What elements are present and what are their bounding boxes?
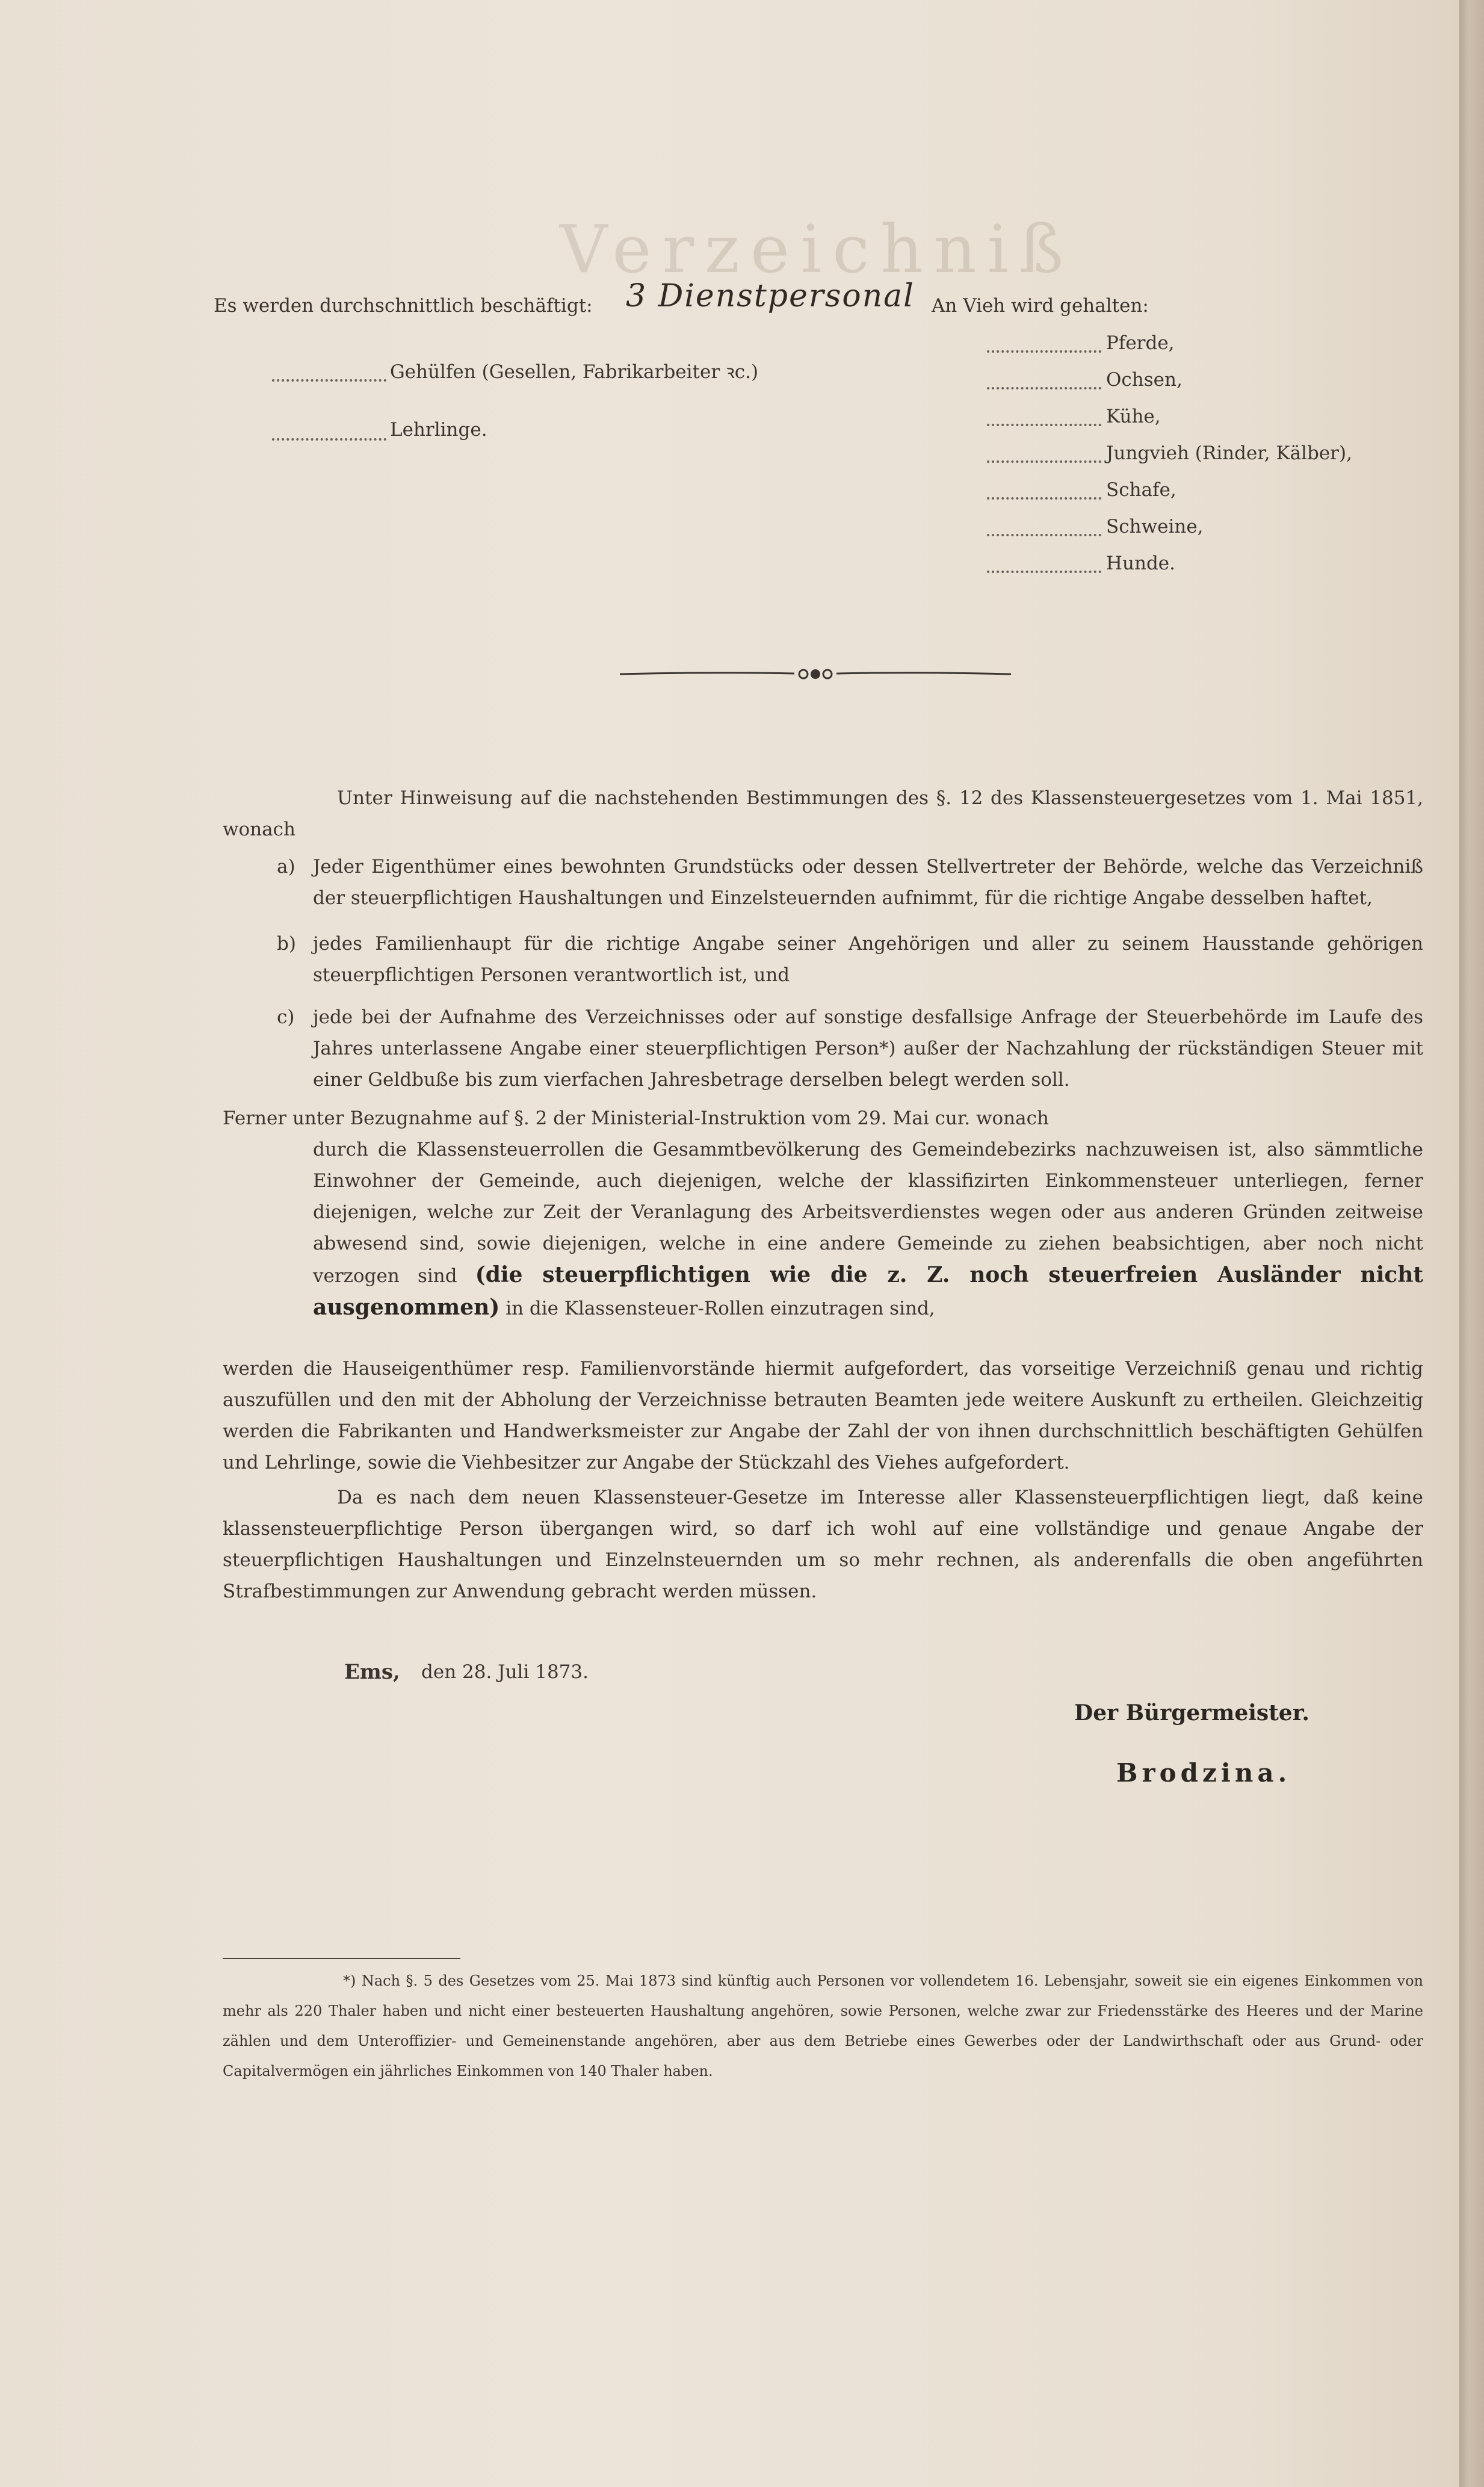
ferner-block-end: in die Klassensteuer-Rollen einzutragen sind,	[505, 1298, 935, 1319]
ferner-block-text: durch die Klassensteuerrollen die Gesammtbevölkerung des Gemeindebezirks nachzuweisen ist, also sämmtliche Einwohner der Gemeinde, auch diejenigen, welche der klassifizirten Einkommensteuer unterliegen, ferner diejenigen, welche zur Zeit der Veranlagung des Arbeitsverdienstes wegen oder aus anderen Gründen zeitweise abwesend sind, sowie diejenigen, welche in eine andere Gemeinde zu ziehen beabsichtigen, aber noch nicht verzogen sind	[313, 1139, 1423, 1287]
signature-title: Der Bürgermeister.	[1074, 1700, 1309, 1726]
livestock-intro: An Vieh wird gehalten:	[932, 295, 1149, 317]
ferner-block-bold: (die steuerpflichtigen wie die z. Z. noch steuerfreien Ausländer nicht ausgenommen)	[313, 1262, 1423, 1320]
livestock-dotted-line	[987, 534, 1101, 536]
helpers-label: Gehülfen (Gesellen, Fabrikarbeiter ꝛc.)	[390, 361, 759, 383]
livestock-item: Ochsen,	[1106, 369, 1183, 391]
item-b-label: b)	[277, 933, 296, 955]
livestock-item: Jungvieh (Rinder, Kälber),	[1106, 442, 1352, 464]
ferner-block	[313, 1134, 1423, 1324]
livestock-item: Kühe,	[1106, 406, 1161, 427]
helpers-dotted-line	[272, 379, 386, 382]
footnote-rule	[223, 1958, 460, 1959]
livestock-dotted-line	[987, 497, 1101, 500]
ornament-divider	[620, 662, 1011, 686]
livestock-item: Schafe,	[1106, 479, 1176, 501]
livestock-item: Pferde,	[1106, 332, 1175, 354]
item-c-label: c)	[277, 1006, 295, 1028]
intro-paragraph: Unter Hinweisung auf die nachstehenden Bestimmungen des §. 12 des Klassensteuergesetzes vom 1. Mai 1851, wonach	[223, 787, 1423, 840]
ferner-paragraph: Ferner unter Bezugnahme auf §. 2 der Ministerial-Instruktion vom 29. Mai cur. wonach	[223, 1107, 1049, 1129]
livestock-item: Schweine,	[1106, 516, 1204, 537]
bleed-through-heading: Verzeichniß	[560, 211, 1075, 288]
livestock-dotted-line	[987, 387, 1101, 389]
livestock-item: Hunde.	[1106, 553, 1176, 574]
livestock-dotted-line	[987, 571, 1101, 573]
da-paragraph: Da es nach dem neuen Klassensteuer-Gesetze im Interesse aller Klassensteuerpflichtigen liegt, daß keine klassensteuerpflichtige Person übergangen wird, so darf ich wohl auf eine vollständige und genaue Angabe der steuerpflichtigen Haushaltungen und Einzelnsteuernden um so mehr rechnen, als anderenfalls die oben angeführten Strafbestimmungen zur Anwendung gebracht werden müssen.	[223, 1487, 1423, 1602]
date: den 28. Juli 1873.	[421, 1661, 589, 1683]
livestock-dotted-line	[987, 350, 1101, 353]
footnote-text: *) Nach §. 5 des Gesetzes vom 25. Mai 1873 sind künftig auch Personen vor vollendetem 16. Lebensjahr, soweit sie ein eigenes Einkommen von mehr als 220 Thaler haben und nicht einer besteuerten Haushaltung angehören, sowie Personen, welche zwar zur Friedensstärke des Heeres und der Marine zählen und dem Unteroffizier- und Gemeinenstande angehören, aber aus dem Betriebe eines Gewerbes oder der Landwirthschaft oder aus Grund- oder Capitalvermögen ein jährliches Einkommen von 140 Thaler haben.	[223, 1972, 1423, 2080]
signature-name: Brodzina.	[1116, 1758, 1291, 1788]
item-c-text: jede bei der Aufnahme des Verzeichnisses oder auf sonstige desfallsige Anfrage der Steuerbehörde im Laufe des Jahres unterlassene Angabe einer steuerpflichtigen Person*) außer der Nachzahlung der rückständigen Steuer mit einer Geldbuße bis zum vierfachen Jahresbetrage derselben belegt werden soll.	[313, 1006, 1423, 1091]
place: Ems,	[344, 1660, 400, 1684]
livestock-dotted-line	[987, 460, 1101, 463]
handwritten-staff-count: 3 Dienstpersonal	[626, 278, 915, 314]
apprentices-label: Lehrlinge.	[390, 419, 487, 441]
item-a-label: a)	[277, 856, 295, 878]
item-b-text: jedes Familienhaupt für die richtige Angabe seiner Angehörigen und aller zu seinem Hausstande gehörigen steuerpflichtigen Personen verantwortlich ist, und	[313, 933, 1423, 986]
werden-paragraph: werden die Hauseigenthümer resp. Familienvorstände hiermit aufgefordert, das vorseitige Verzeichniß genau und richtig auszufüllen und den mit der Abholung der Verzeichnisse betrauten Beamten jede weitere Auskunft zu ertheilen. Gleichzeitig werden die Fabrikanten und Handwerksmeister zur Angabe der Zahl der von ihnen durchschnittlich beschäftigten Gehülfen und Lehrlinge, sowie die Viehbesitzer zur Angabe der Stückzahl des Viehes aufgefordert.	[223, 1358, 1423, 1473]
employment-intro: Es werden durchschnittlich beschäftigt:	[214, 295, 593, 317]
apprentices-dotted-line	[272, 438, 386, 441]
item-a-text: Jeder Eigenthümer eines bewohnten Grundstücks oder dessen Stellvertreter der Behörde, welche das Verzeichniß der steuerpflichtigen Haushaltungen und Einzelsteuernden aufnimmt, für die richtige Angabe desselben haftet,	[313, 856, 1423, 909]
livestock-dotted-line	[987, 424, 1101, 426]
page-edge	[1459, 0, 1484, 2487]
